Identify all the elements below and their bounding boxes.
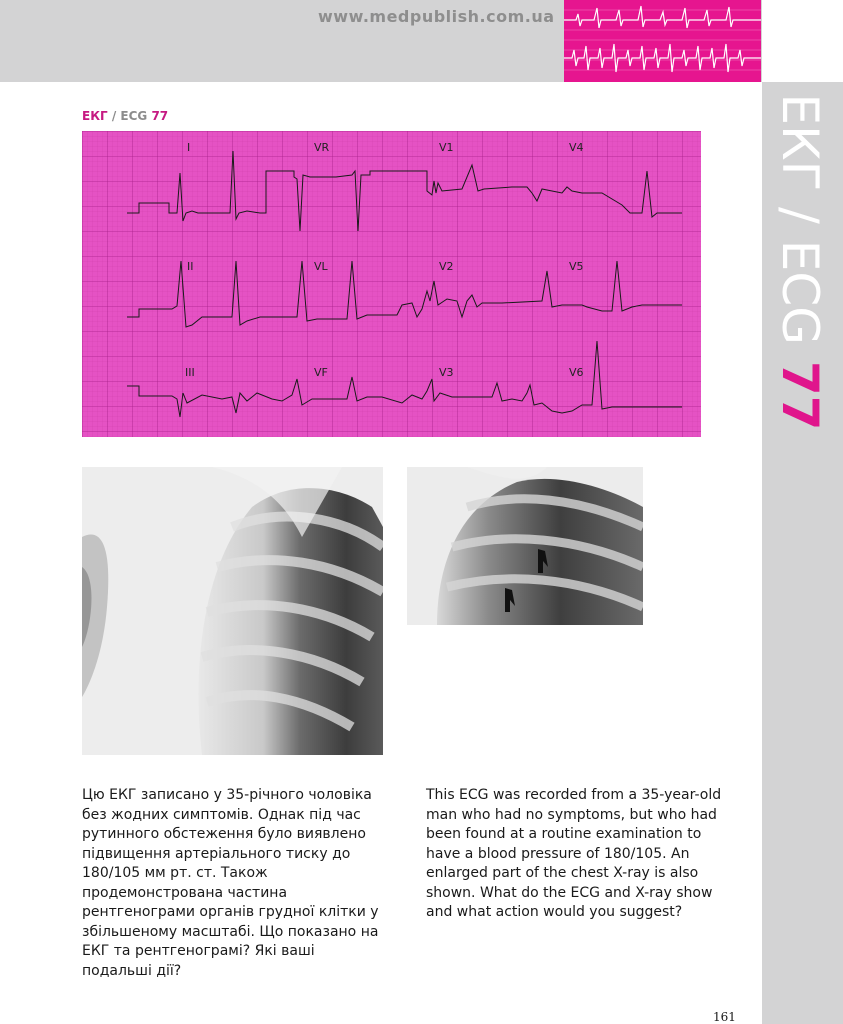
- page-number: 161: [713, 1010, 736, 1024]
- lead-label-ii: II: [187, 260, 194, 273]
- lead-label-v6: V6: [569, 366, 584, 379]
- chest-xray-full: [82, 467, 383, 755]
- lead-label-v2: V2: [439, 260, 454, 273]
- lead-label-v5: V5: [569, 260, 584, 273]
- lead-label-v1: V1: [439, 141, 454, 154]
- lead-label-v3: V3: [439, 366, 454, 379]
- publisher-url: www.medpublish.com.ua: [318, 7, 555, 26]
- question-text-ukrainian: Цю ЕКГ записано у 35-річного чоловіка без жодних симптомів. Однак під час рутинного обстеження було виявлено підвищення артеріального тиску до 180/105 мм рт. ст. Також продемонстрована частина рентгенограми органів грудної клітки у збільшеному масштабі. Що показано на ЕКГ та рентгенограмі? Які ваші подальші дії?: [82, 787, 379, 979]
- lead-label-i: I: [187, 141, 191, 154]
- side-title-number: 77: [771, 360, 829, 431]
- figure-label-sep: / ECG: [107, 109, 152, 123]
- lead-label-iii: III: [185, 366, 195, 379]
- header-ecg-strip: [564, 0, 761, 82]
- lead-label-vl: VL: [314, 260, 328, 273]
- side-title-prefix: ЕКГ / ECG: [771, 93, 829, 361]
- question-text-english: This ECG was recorded from a 35-year-old man who had no symptoms, but who had been found at a routine examination to have a blood pressure of 180/105. An enlarged part of the chest X-ray is also shown. What do the ECG and X-ray show and what action would you suggest?: [426, 787, 722, 920]
- ecg-tracing: [82, 131, 701, 437]
- figure-label-uk: ЕКГ: [82, 109, 108, 123]
- side-title: [771, 93, 829, 431]
- lead-label-v4: V4: [569, 141, 584, 154]
- chest-xray-enlarged: [407, 467, 643, 625]
- lead-label-vf: VF: [314, 366, 328, 379]
- figure-label: [82, 109, 168, 123]
- lead-label-vr: VR: [314, 141, 330, 154]
- figure-label-number: 77: [151, 109, 169, 123]
